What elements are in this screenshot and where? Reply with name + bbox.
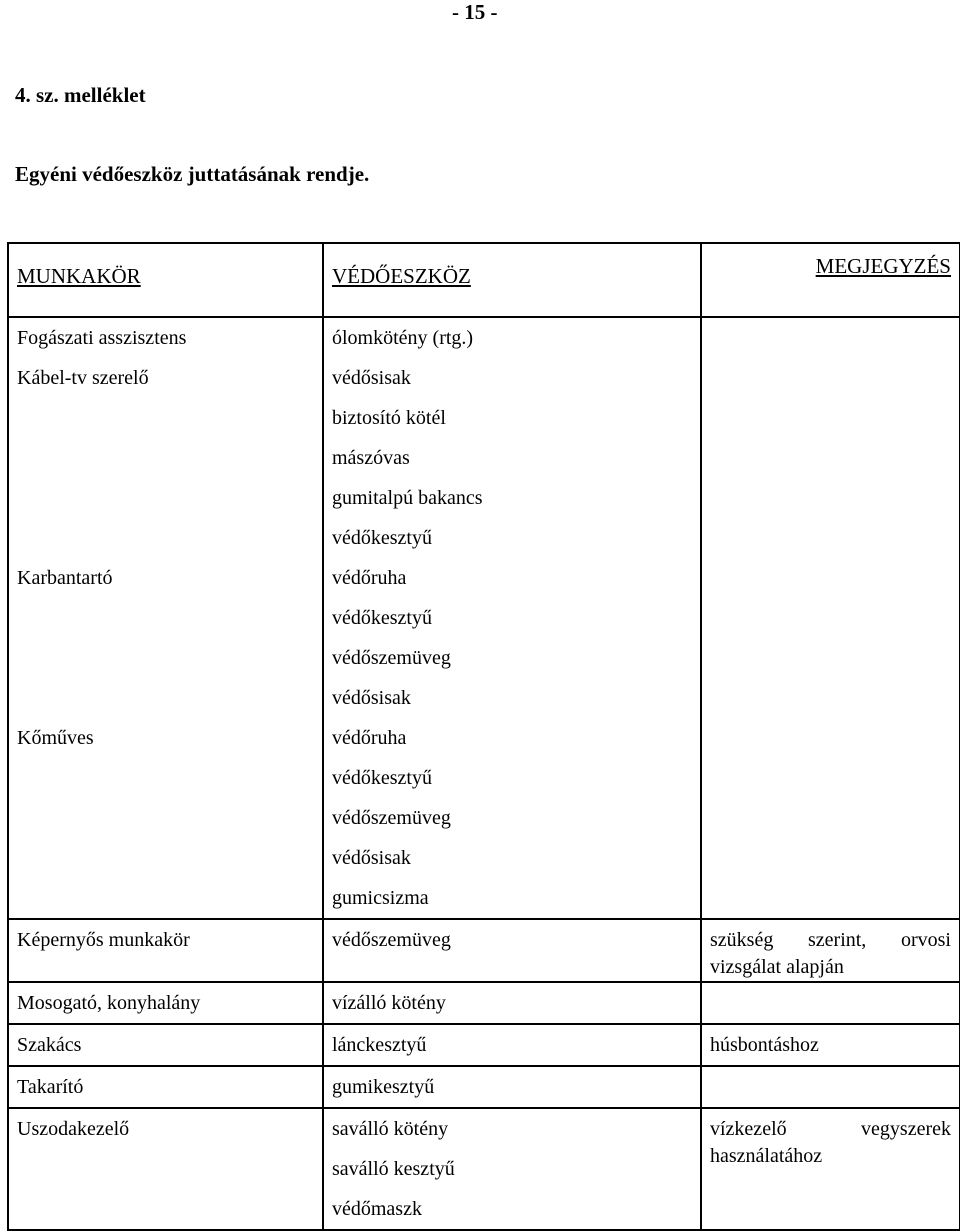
equipment-item: védősisak xyxy=(332,847,411,869)
job-cell xyxy=(8,1024,323,1066)
job-cell xyxy=(8,558,323,718)
equipment-item: lánckesztyű xyxy=(332,1034,427,1056)
header-cell-job xyxy=(8,243,323,317)
equipment-item: gumitalpú bakancs xyxy=(332,487,483,509)
note-cell xyxy=(701,919,960,982)
header-note: MEGJEGYZÉS xyxy=(815,254,951,278)
job-cell xyxy=(8,358,323,558)
equipment-cell xyxy=(323,358,701,558)
job-cell xyxy=(8,718,323,919)
job-title: Fogászati asszisztens xyxy=(17,327,187,349)
job-title: Uszodakezelő xyxy=(17,1118,130,1140)
equipment-cell xyxy=(323,1066,701,1108)
document-title: Egyéni védőeszköz juttatásának rendje. xyxy=(15,162,370,186)
header-job: MUNKAKÖR xyxy=(17,264,141,288)
job-title: Karbantartó xyxy=(17,567,113,589)
equipment-item: saválló kesztyű xyxy=(332,1158,455,1180)
table-header-row xyxy=(8,243,960,317)
annex-label: 4. sz. melléklet xyxy=(15,83,146,107)
note-cell xyxy=(701,1066,960,1108)
note-text: húsbontáshoz xyxy=(710,1034,819,1056)
equipment-item: védőszemüveg xyxy=(332,647,451,669)
equipment-item: védőruha xyxy=(332,727,407,749)
header-cell-note xyxy=(701,243,960,317)
equipment-item: védőruha xyxy=(332,567,407,589)
header-cell-equipment xyxy=(323,243,701,317)
equipment-cell xyxy=(323,1108,701,1230)
note-cell xyxy=(701,1108,960,1230)
note-cell xyxy=(701,982,960,1024)
table-row xyxy=(8,1024,960,1066)
job-cell xyxy=(8,317,323,358)
header-equipment: VÉDŐESZKÖZ xyxy=(332,264,471,288)
table-row xyxy=(8,919,960,982)
job-title: Szakács xyxy=(17,1034,82,1056)
equipment-item: védősisak xyxy=(332,687,411,709)
job-cell xyxy=(8,919,323,982)
equipment-item: védőszemüveg xyxy=(332,929,451,951)
table-row xyxy=(8,982,960,1024)
equipment-item: védőkesztyű xyxy=(332,607,432,629)
job-title: Takarító xyxy=(17,1076,84,1098)
equipment-cell xyxy=(323,718,701,919)
page-number: - 15 - xyxy=(452,0,498,24)
equipment-item: gumicsizma xyxy=(332,887,429,909)
job-cell xyxy=(8,1108,323,1230)
equipment-cell xyxy=(323,1024,701,1066)
equipment-item: vízálló kötény xyxy=(332,992,446,1014)
note-text: vízkezelő vegyszerek használatához xyxy=(710,1118,951,1167)
equipment-cell xyxy=(323,982,701,1024)
equipment-item: saválló kötény xyxy=(332,1118,449,1140)
equipment-cell xyxy=(323,919,701,982)
job-cell xyxy=(8,982,323,1024)
table-row xyxy=(8,1108,960,1230)
equipment-item: védőkesztyű xyxy=(332,527,432,549)
note-text: szükség szerint, orvosi vizsgálat alapján xyxy=(710,929,951,978)
equipment-item: védőszemüveg xyxy=(332,807,451,829)
job-cell xyxy=(8,1066,323,1108)
job-title: Kőműves xyxy=(17,727,94,749)
equipment-cell xyxy=(323,317,701,358)
job-title: Kábel-tv szerelő xyxy=(17,367,149,389)
equipment-item: védőkesztyű xyxy=(332,767,432,789)
equipment-item: védőmaszk xyxy=(332,1198,422,1220)
equipment-item: védősisak xyxy=(332,367,411,389)
equipment-item: ólomkötény (rtg.) xyxy=(332,327,474,349)
table-row xyxy=(8,1066,960,1108)
equipment-item: gumikesztyű xyxy=(332,1076,435,1098)
note-cell xyxy=(701,317,960,919)
equipment-item: biztosító kötél xyxy=(332,407,446,429)
equipment-cell xyxy=(323,558,701,718)
table-row xyxy=(8,317,960,358)
job-title: Mosogató, konyhalány xyxy=(17,992,201,1014)
ppe-table xyxy=(7,242,960,1231)
equipment-item: mászóvas xyxy=(332,447,410,469)
note-cell xyxy=(701,1024,960,1066)
job-title: Képernyős munkakör xyxy=(17,929,190,951)
